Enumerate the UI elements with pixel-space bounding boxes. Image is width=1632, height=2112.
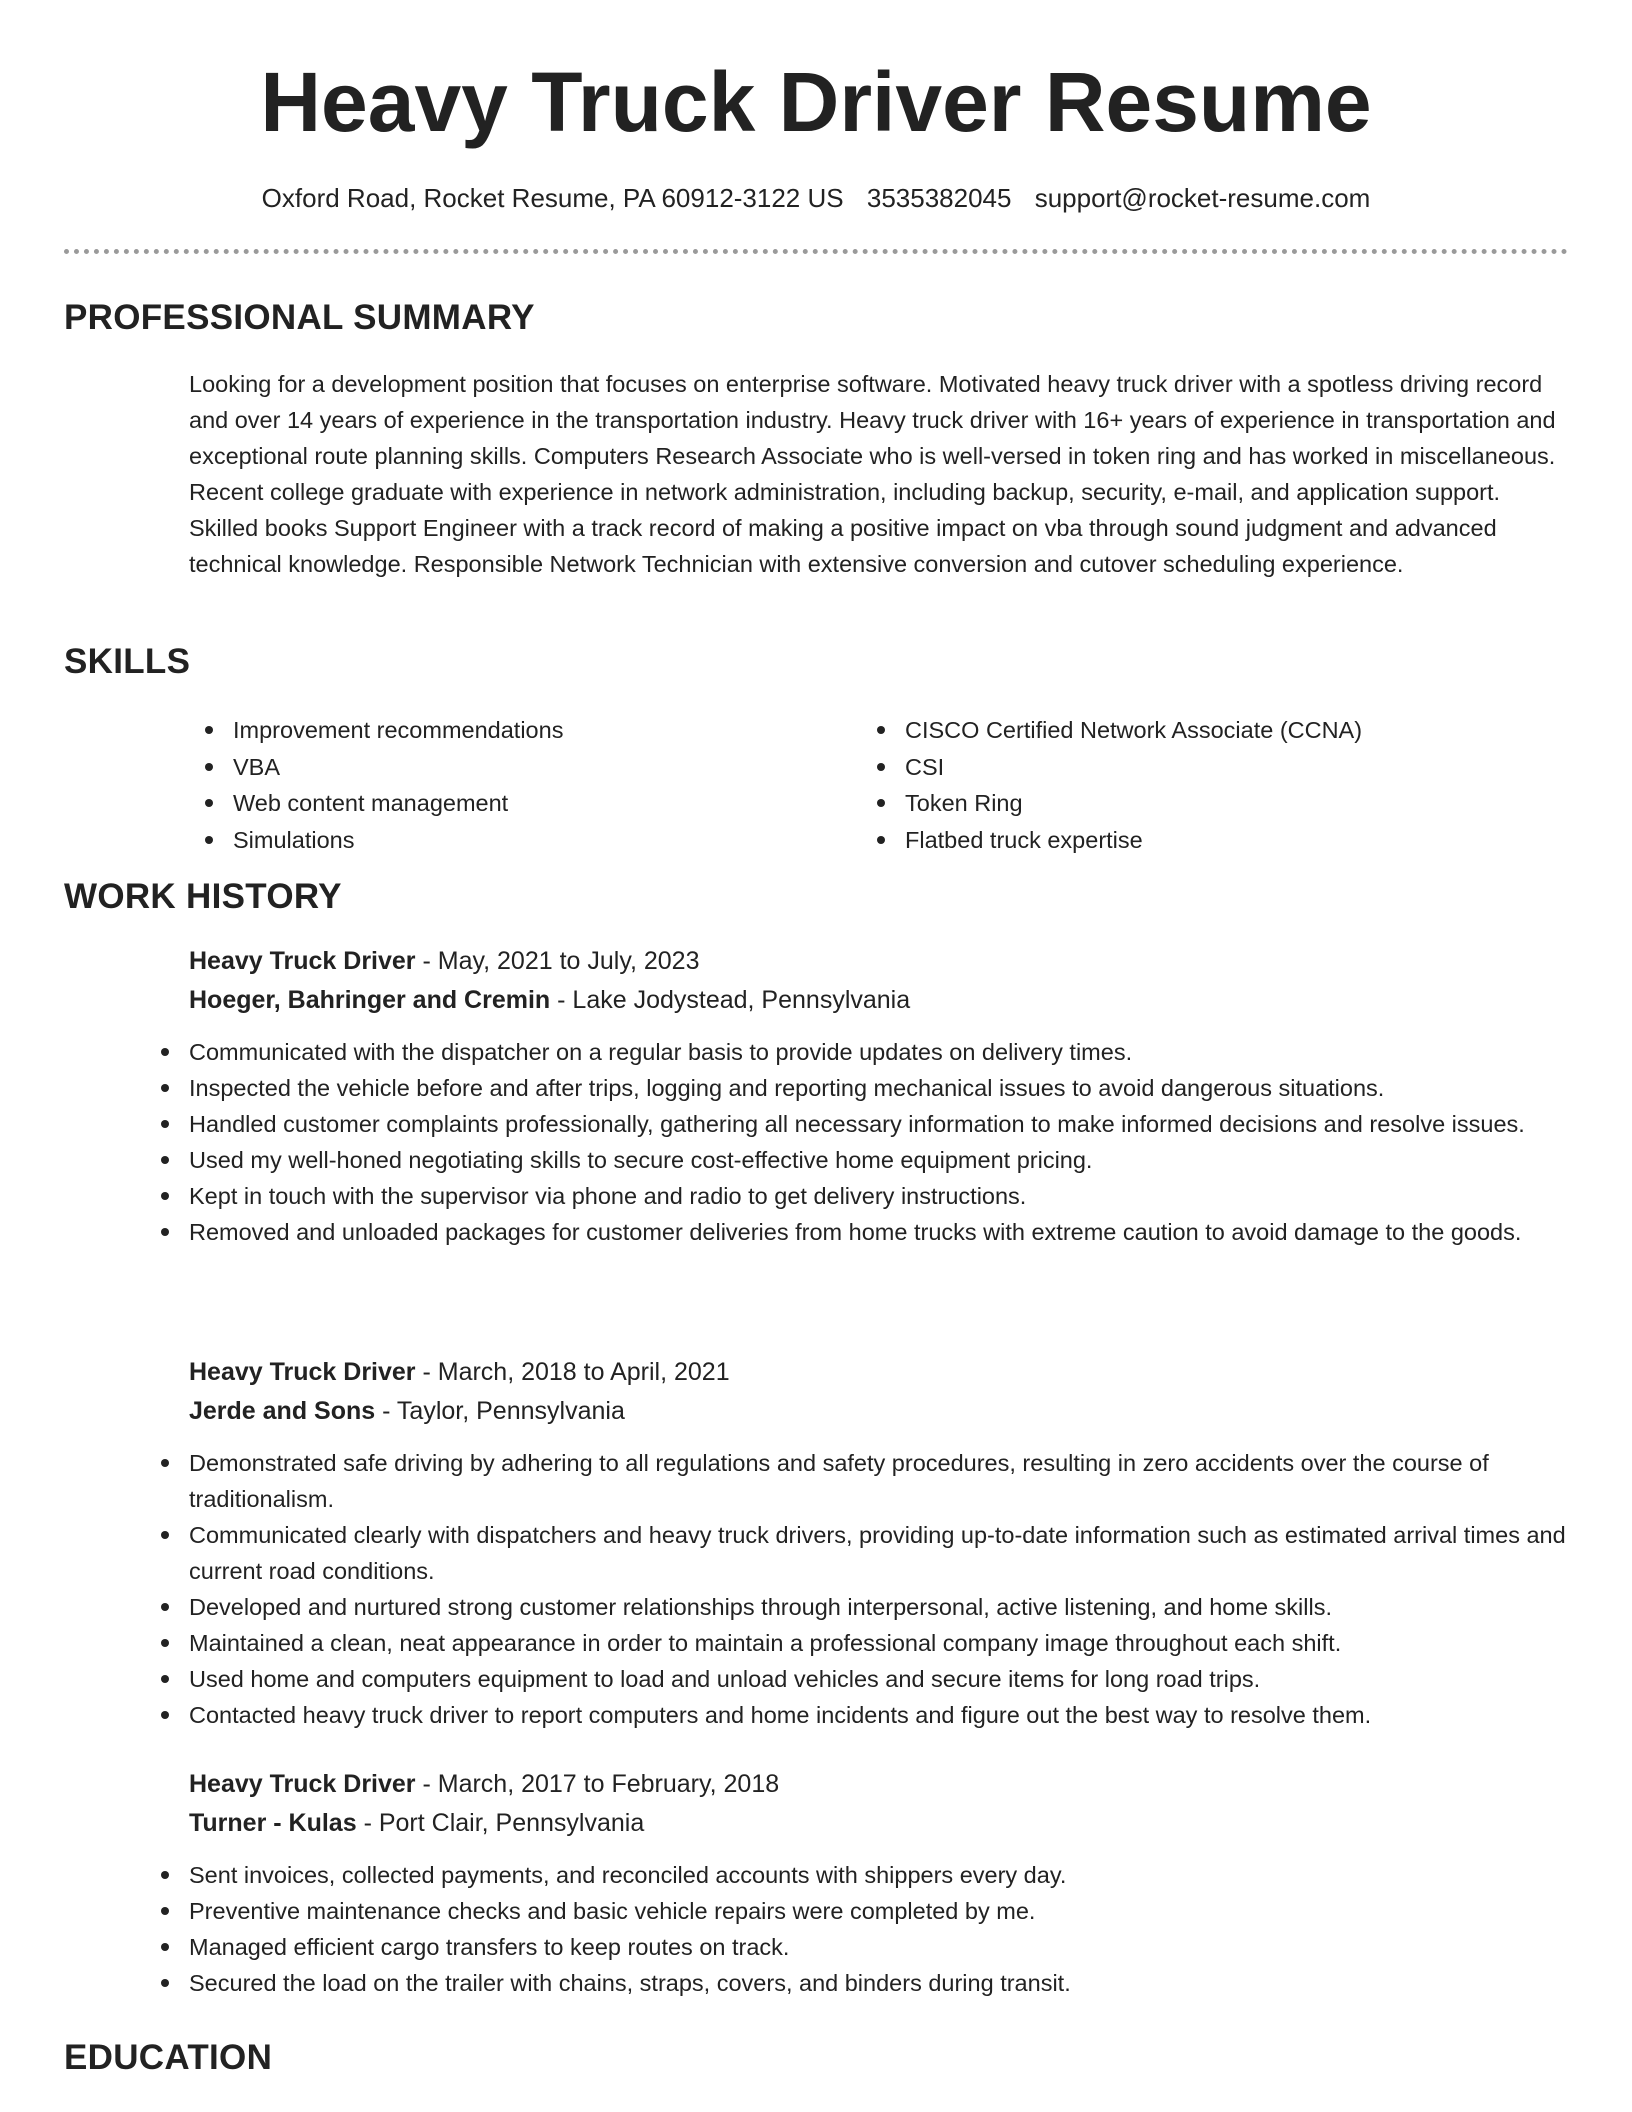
job-bullet: Secured the load on the trailer with chains, straps, covers, and binders during transit. bbox=[145, 1965, 1579, 2001]
job-role: Heavy Truck Driver bbox=[189, 947, 416, 975]
skills-heading: SKILLS bbox=[64, 642, 191, 681]
job-bullet: Managed efficient cargo transfers to keep routes on track. bbox=[145, 1929, 1579, 1965]
job-bullets bbox=[145, 1034, 1579, 1250]
job-entry bbox=[189, 942, 1579, 1250]
job-role: Heavy Truck Driver bbox=[189, 1770, 416, 1798]
skill-item: CISCO Certified Network Associate (CCNA) bbox=[861, 712, 1501, 749]
contact-phone: 3535382045 bbox=[866, 183, 1012, 213]
resume-title: Heavy Truck Driver Resume bbox=[260, 55, 1372, 149]
job-bullet: Maintained a clean, neat appearance in order to maintain a professional company image throughout each shift. bbox=[145, 1625, 1579, 1661]
job-location: - Lake Jodystead, Pennsylvania bbox=[550, 986, 911, 1014]
job-location: - Taylor, Pennsylvania bbox=[375, 1397, 625, 1425]
skills-list-left bbox=[189, 712, 829, 858]
job-dates: - March, 2018 to April, 2021 bbox=[415, 1358, 730, 1386]
summary-text: Looking for a development position that focuses on enterprise software. Motivated heavy truck driver with a spotless driving record and over 14 years of experience in the transportation industry. Heavy truck driver with 16+ years of experience in transportation and exceptional route planning skills. Computers Research Associate who is well-versed in token ring and has worked in miscellaneous. Recent college graduate with experience in network administration, including backup, security, e-mail, and application support. Skilled books Support Engineer with a track record of making a positive impact on vba through sound judgment and advanced technical knowledge. Responsible Network Technician with extensive conversion and cutover scheduling experience. bbox=[189, 371, 1556, 577]
skill-item: Simulations bbox=[189, 822, 829, 859]
job-bullet: Used my well-honed negotiating skills to secure cost-effective home equipment pricing. bbox=[145, 1142, 1579, 1178]
job-company-line bbox=[189, 1804, 1579, 1843]
job-bullet: Used home and computers equipment to load and unload vehicles and secure items for long road trips. bbox=[145, 1661, 1579, 1697]
education-heading: EDUCATION bbox=[64, 2038, 273, 2077]
skill-item: Flatbed truck expertise bbox=[861, 822, 1501, 859]
job-bullet: Removed and unloaded packages for customer deliveries from home trucks with extreme caution to avoid damage to the goods. bbox=[145, 1214, 1579, 1250]
header-divider bbox=[64, 249, 1568, 254]
job-location: - Port Clair, Pennsylvania bbox=[356, 1809, 645, 1837]
job-bullet: Preventive maintenance checks and basic vehicle repairs were completed by me. bbox=[145, 1893, 1579, 1929]
job-title-line bbox=[189, 1353, 1579, 1392]
job-bullets bbox=[145, 1857, 1579, 2001]
job-bullet: Contacted heavy truck driver to report computers and home incidents and figure out the best way to resolve them. bbox=[145, 1697, 1579, 1733]
job-bullet: Demonstrated safe driving by adhering to all regulations and safety procedures, resulting in zero accidents over the course of traditionalism. bbox=[145, 1445, 1579, 1517]
job-role: Heavy Truck Driver bbox=[189, 1358, 416, 1386]
work-history-heading: WORK HISTORY bbox=[64, 877, 342, 916]
job-bullet: Sent invoices, collected payments, and reconciled accounts with shippers every day. bbox=[145, 1857, 1579, 1893]
skill-item: Token Ring bbox=[861, 785, 1501, 822]
job-bullet: Inspected the vehicle before and after trips, logging and reporting mechanical issues to avoid dangerous situations. bbox=[145, 1070, 1579, 1106]
contact-email: support@rocket-resume.com bbox=[1034, 183, 1371, 213]
summary-heading: PROFESSIONAL SUMMARY bbox=[64, 298, 535, 337]
job-company-line bbox=[189, 1392, 1579, 1431]
job-company: Jerde and Sons bbox=[189, 1397, 376, 1425]
job-bullet: Kept in touch with the supervisor via phone and radio to get delivery instructions. bbox=[145, 1178, 1579, 1214]
job-entry bbox=[189, 1353, 1579, 1733]
job-bullet: Communicated with the dispatcher on a regular basis to provide updates on delivery times. bbox=[145, 1034, 1579, 1070]
job-bullet: Handled customer complaints professionally, gathering all necessary information to make informed decisions and resolve issues. bbox=[145, 1106, 1579, 1142]
job-title-line bbox=[189, 942, 1579, 981]
job-company-line bbox=[189, 981, 1579, 1020]
job-dates: - March, 2017 to February, 2018 bbox=[415, 1770, 780, 1798]
job-entry bbox=[189, 1765, 1579, 2001]
job-dates: - May, 2021 to July, 2023 bbox=[415, 947, 700, 975]
contact-address: Oxford Road, Rocket Resume, PA 60912-3122 US bbox=[261, 183, 844, 213]
job-company: Hoeger, Bahringer and Cremin bbox=[189, 986, 551, 1014]
skill-item: Web content management bbox=[189, 785, 829, 822]
skills-list-right bbox=[861, 712, 1501, 858]
job-bullet: Developed and nurtured strong customer relationships through interpersonal, active listening, and home skills. bbox=[145, 1589, 1579, 1625]
contact-line bbox=[0, 180, 1632, 216]
skill-item: CSI bbox=[861, 749, 1501, 786]
skill-item: VBA bbox=[189, 749, 829, 786]
job-bullets bbox=[145, 1445, 1579, 1733]
job-title-line bbox=[189, 1765, 1579, 1804]
skill-item: Improvement recommendations bbox=[189, 712, 829, 749]
job-company: Turner - Kulas bbox=[189, 1809, 357, 1837]
job-bullet: Communicated clearly with dispatchers and heavy truck drivers, providing up-to-date information such as estimated arrival times and current road conditions. bbox=[145, 1517, 1579, 1589]
